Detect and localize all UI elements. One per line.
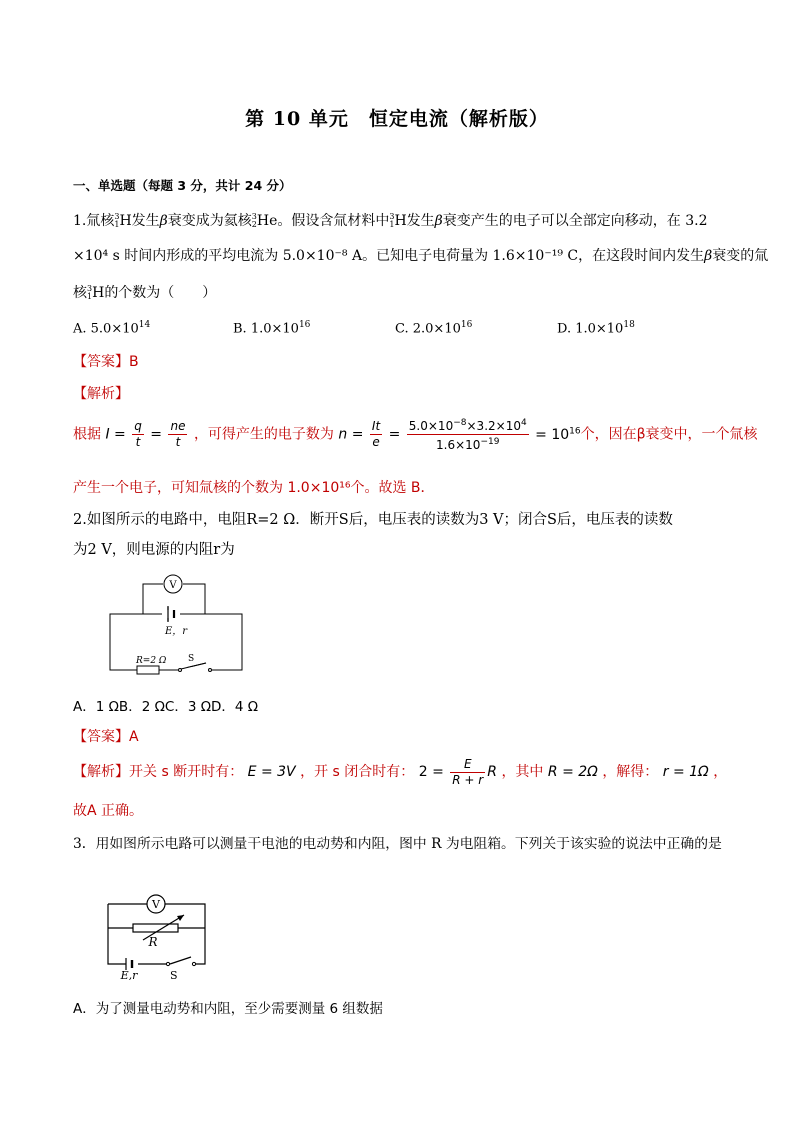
q3-battery-label: E,r <box>120 969 138 980</box>
q3-option-a: A．为了测量电动势和内阻，至少需要测量 6 组数据 <box>73 1001 383 1017</box>
q2-circuit-diagram <box>100 572 250 676</box>
q1-option-b: B. $1.0\times 10^{16}$ <box>233 320 311 337</box>
frac-e-rr: $\frac{E}{R + r}$ <box>452 756 484 787</box>
tritium-nucleus: 3 1H <box>114 212 132 229</box>
q2-voltmeter-label: V <box>169 580 177 591</box>
q2-battery-label: E，r <box>164 626 188 637</box>
q2-sol-e: ， <box>713 764 728 780</box>
q1-solution-line2: 产生一个电子，可知氚核的个数为 1.0×10¹⁶个。故选 B． <box>73 480 435 496</box>
tritium-nucleus-3: 3 1H <box>87 284 105 301</box>
q2-options: A．1 ΩB．2 ΩC．3 ΩD．4 Ω <box>73 699 259 715</box>
q2-sol-a: 【解析】开关 s 断开时有： <box>73 764 244 780</box>
q2-eq-result: r = 1Ω <box>662 764 709 780</box>
q1-text-d: 。假设含氚材料中 <box>277 213 390 229</box>
q2-eq-e: E = 3V <box>247 764 296 780</box>
q3-switch-label: S <box>170 969 178 980</box>
frac-it-e: $\frac{It}{e}$ <box>371 419 381 450</box>
sol1-c: 个，因在β衰变中，一个氚核 <box>580 426 758 443</box>
q2-eq-r: R = 2Ω <box>547 764 598 780</box>
q1-text-a: 1.氚核 <box>73 213 115 229</box>
page-title: 第 10 单元 恒定电流（解析版） <box>245 108 549 130</box>
q1-line1 <box>73 210 707 230</box>
q1-line3 <box>73 282 216 302</box>
section-heading: 一、单选题（每题 3 分，共计 24 分） <box>73 178 292 193</box>
formula-current: I = <box>105 426 126 443</box>
q1-line2-end: 衰变的氚 <box>712 248 769 264</box>
sol1-b: ，可得产生的电子数为 <box>193 426 334 443</box>
q1-text-e: 发生 <box>406 213 435 229</box>
q1-line2 <box>73 245 768 265</box>
q2-line1: 2.如图所示的电路中，电阻R=2 Ω．断开S后，电压表的读数为3 V；闭合S后，电压表的读数 <box>73 512 673 528</box>
q2-outer-loop <box>110 614 242 670</box>
q3-circuit-diagram <box>98 888 213 980</box>
q2-sol-d: ，解得： <box>602 764 659 780</box>
helium-nucleus: 3 2He <box>251 212 278 229</box>
q1-solution-line1: 根据 I = $\frac{q}{t}$ = $\frac{ne}{t}$ ，可得产生的电子数为 n = $\frac{It}{e}$ = $\frac{5.0\times 10^{-8}\times 3.2\times 10^4}{1.6\times 10^{-19}}$ = $10^{16}$个，因在β衰变中，一个氚核 <box>73 418 758 453</box>
q2-resistor-label: R=2 Ω <box>136 656 167 666</box>
q3-line1: 3．用如图所示电路可以测量干电池的电动势和内阻，图中 R 为电阻箱。下列关于该实验的说法中正确的是 <box>73 836 722 852</box>
q1-analysis-label: 【解析】 <box>73 386 129 402</box>
q2-line2: 为2 V，则电源的内阻r为 <box>73 542 235 558</box>
q1-line3-a: 核 <box>73 285 87 301</box>
q3-voltmeter-label: V <box>152 898 160 911</box>
beta-symbol-2: β <box>434 213 443 229</box>
tritium-nucleus-2: 3 1H <box>389 212 407 229</box>
q1-option-d: D. $1.0\times 10^{18}$ <box>557 320 635 337</box>
q1-text-b: 发生 <box>131 213 160 229</box>
frac-numeric: $\frac{5.0\times 10^{-8}\times 3.2\times 10^4}{1.6\times 10^{-19}}$ <box>408 418 527 453</box>
q3-resistor-label: R <box>148 935 158 949</box>
q2-solution-line2: 故A 正确。 <box>73 803 144 819</box>
q2-answer: 【答案】A <box>73 729 139 745</box>
frac-ne-t: $\frac{ne}{t}$ <box>170 419 186 450</box>
beta-symbol: β <box>159 213 168 229</box>
q2-sol-b: ，开 s 闭合时有： <box>300 764 415 780</box>
beta-symbol-3: β <box>704 248 713 264</box>
q1-line3-b: 的个数为（ ） <box>104 285 217 301</box>
frac-q-t: $\frac{q}{t}$ <box>134 419 142 450</box>
q2-switch-label: S <box>188 654 195 664</box>
sol1-a: 根据 <box>73 426 101 443</box>
q1-answer: 【答案】B <box>73 354 139 370</box>
q1-text-f: 衰变产生的电子可以全部定向移动，在 3.2 <box>442 213 708 229</box>
q1-text-c: 衰变成为氦核 <box>167 213 252 229</box>
q2-solution-line1: 【解析】开关 s 断开时有： E = 3V ，开 s 闭合时有： 2 = $\frac{E}{R + r}$ R ，其中 R = 2Ω ，解得： r = 1Ω ， <box>73 756 728 787</box>
q1-line2-text: ×10⁴ s 时间内形成的平均电流为 5.0×10⁻⁸ A。已知电子电荷量为 1.6×10⁻¹⁹ C，在这段时间内发生 <box>73 248 705 264</box>
q1-option-c: C. $2.0\times 10^{16}$ <box>395 320 473 337</box>
q2-sol-c: ，其中 <box>501 764 544 780</box>
q1-option-a: A. $5.0\times 10^{14}$ <box>73 320 151 337</box>
